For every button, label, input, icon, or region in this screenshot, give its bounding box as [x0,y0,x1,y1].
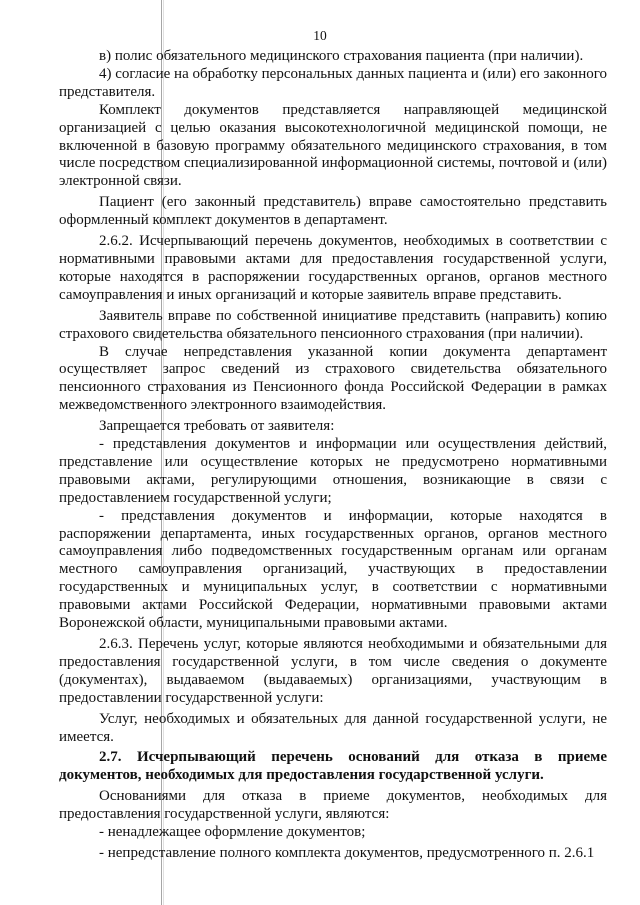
paragraph-2-6-3: 2.6.3. Перечень услуг, которые являются необходимыми и обязательными для предоставления государственной услуги, в том числе сведения о документе (документах), выдаваемом (выдаваемых) организациями, участвующим в предоставлении государственной услуги: [59,636,607,706]
paragraph-grounds: Основаниями для отказа в приеме документов, необходимых для предоставления государственной услуги, являются: [59,788,607,823]
paragraph-document-set: Комплект документов представляется направляющей медицинской организацией с целью оказания высокотехнологичной медицинской помощи, не включенной в базовую программу обязательного медицинского страхования, в том числе посредством специализированной информационной системы, почтовой и (или) электронной связи. [59,101,607,190]
paragraph-patient-right: Пациент (его законный представитель) вправе самостоятельно представить оформленный комплект документов в департамент. [59,194,607,229]
list-item-prohibited-1: - представления документов и информации или осуществления действий, представление или осуществление которых не предусмотрено нормативными правовыми актами, регулирующими отношения, возникающие в связи с предоставлением государственной услуги; [59,436,607,506]
paragraph-request: В случае непредставления указанной копии документа департамент осуществляет запрос сведений из страхового свидетельства обязательного пенсионного страхования из Пенсионного фонда Российской Федерации в рамках межведомственного электронного взаимодействия. [59,343,607,414]
page-number: 10 [313,28,327,43]
paragraph-prohibited: Запрещается требовать от заявителя: [99,418,335,435]
paragraph-policy: в) полис обязательного медицинского страхования пациента (при наличии). [99,48,584,64]
paragraph-applicant-right: Заявитель вправе по собственной инициативе представить (направить) копию страхового свидетельства обязательного пенсионного страхования (при наличии). [59,307,607,342]
document-body [59,48,607,863]
list-item-ground-2: - непредставление полного комплекта документов, предусмотренного п. 2.6.1 [99,844,595,861]
paragraph-2-6-2: 2.6.2. Исчерпывающий перечень документов, необходимых в соответствии с нормативными правовыми актами для предоставления государственной услуги, которые находятся в распоряжении государственных органов, органов местного самоуправления и иных организаций и которые заявитель вправе представить. [59,233,607,303]
list-item-prohibited-2: - представления документов и информации, которые находятся в распоряжении департамента, иных государственных органов, органов местного самоуправления либо подведомственных государственным органам или органам местного самоуправления организаций, участвующих в предоставлении государственных и муниципальных услуг, в соответствии с нормативными правовыми актами Российской Федерации, нормативными правовыми актами Воронежской области, муниципальными правовыми актами. [59,507,607,632]
section-heading-2-7: 2.7. Исчерпывающий перечень оснований для отказа в приеме документов, необходимых для предоставления государственной услуги. [59,749,607,784]
list-item-ground-1: - ненадлежащее оформление документов; [99,824,366,841]
paragraph-no-services: Услуг, необходимых и обязательных для данной государственной услуги, не имеется. [59,710,607,745]
paragraph-consent: 4) согласие на обработку персональных данных пациента и (или) его законного представителя. [59,65,607,100]
